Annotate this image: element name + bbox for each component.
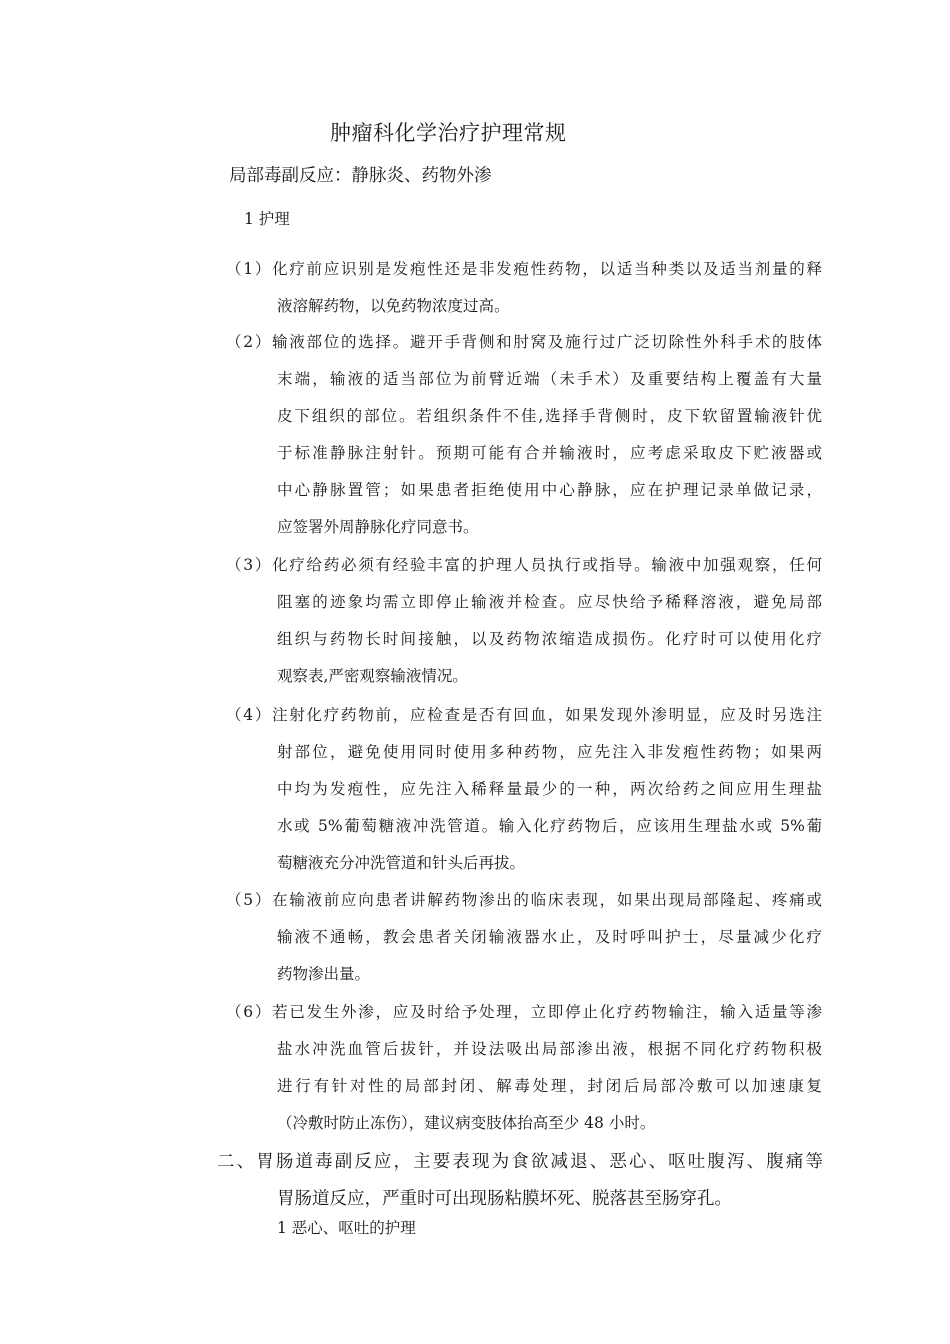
document-title: 肿瘤科化学治疗护理常规 (330, 121, 567, 145)
paragraph-line: 输液不通畅，教会患者关闭输液器水止，及时呼叫护士，尽量减少化疗 (277, 928, 822, 946)
paragraph-line: 阻塞的迹象均需立即停止输液并检查。应尽快给予稀释溶液，避免局部 (277, 593, 822, 611)
list-item (226, 697, 822, 882)
paragraph-line: 盐水冲洗血管后拔针，并设法吸出局部渗出液，根据不同化疗药物积极 (277, 1040, 822, 1058)
paragraph-line: 组织与药物长时间接触，以及药物浓缩造成损伤。化疗时可以使用化疗 (277, 630, 822, 648)
list-item (226, 882, 822, 993)
paragraph-line: 中均为发疱性，应先注入稀释量最少的一种，两次给药之间应用生理盐 (277, 780, 822, 798)
paragraph-line: 皮下组织的部位。若组织条件不佳,选择手背侧时，皮下软留置输液针优 (277, 407, 822, 425)
section-heading-local-toxicity: 局部毒副反应：静脉炎、药物外渗 (229, 166, 492, 186)
paragraph-line: 于标准静脉注射针。预期可能有合并输液时，应考虑采取皮下贮液器或 (277, 444, 822, 462)
paragraph-line: （2）输液部位的选择。避开手背侧和肘窝及施行过广泛切除性外科手术的肢体 (226, 333, 822, 351)
subsection-heading-nursing: 1 护理 (244, 210, 290, 228)
subsection-heading-nausea-vomiting: 1 恶心、呕吐的护理 (277, 1219, 416, 1237)
paragraph-line: 二、胃肠道毒副反应，主要表现为食欲减退、恶心、呕吐腹泻、腹痛等 (217, 1152, 823, 1172)
paragraph-line: （3）化疗给药必须有经验丰富的护理人员执行或指导。输液中加强观察，任何 (226, 556, 822, 574)
paragraph-line: 药物渗出量。 (277, 965, 371, 983)
list-item (226, 324, 822, 546)
paragraph-line: 进行有针对性的局部封闭、解毒处理，封闭后局部冷敷可以加速康复 (277, 1077, 822, 1095)
section-heading-gi-toxicity (217, 1144, 823, 1218)
paragraph-line: （6）若已发生外渗，应及时给予处理，立即停止化疗药物输注，输入适量等渗 (226, 1003, 822, 1021)
paragraph-line: （5）在输液前应向患者讲解药物渗出的临床表现，如果出现局部隆起、疼痛或 (226, 891, 822, 909)
paragraph-line: 水或 5%葡萄糖液冲洗管道。输入化疗药物后，应该用生理盐水或 5%葡 (277, 817, 822, 835)
paragraph-line: 中心静脉置管；如果患者拒绝使用中心静脉，应在护理记录单做记录， (277, 481, 822, 499)
paragraph-line: 胃肠道反应，严重时可出现肠粘膜坏死、脱落甚至肠穿孔。 (277, 1189, 732, 1209)
paragraph-line: （冷敷时防止冻伤），建议病变肢体抬高至少 48 小时。 (277, 1114, 656, 1132)
paragraph-line: （1）化疗前应识别是发疱性还是非发疱性药物，以适当种类以及适当剂量的释 (226, 260, 822, 278)
paragraph-line: （4）注射化疗药物前，应检查是否有回血，如果发现外渗明显，应及时另选注 (226, 706, 822, 724)
paragraph-line: 末端，输液的适当部位为前臂近端（未手术）及重要结构上覆盖有大量 (277, 370, 822, 388)
paragraph-line: 萄糖液充分冲洗管道和针头后再拔。 (277, 854, 526, 872)
paragraph-line: 射部位，避免使用同时使用多种药物，应先注入非发疱性药物；如果两 (277, 743, 822, 761)
paragraph-line: 液溶解药物，以免药物浓度过高。 (277, 297, 510, 315)
list-item (226, 994, 822, 1142)
list-item (226, 251, 822, 325)
paragraph-line: 应签署外周静脉化疗同意书。 (277, 518, 479, 536)
list-item (226, 547, 822, 695)
paragraph-line: 观察表,严密观察输液情况。 (277, 667, 468, 685)
